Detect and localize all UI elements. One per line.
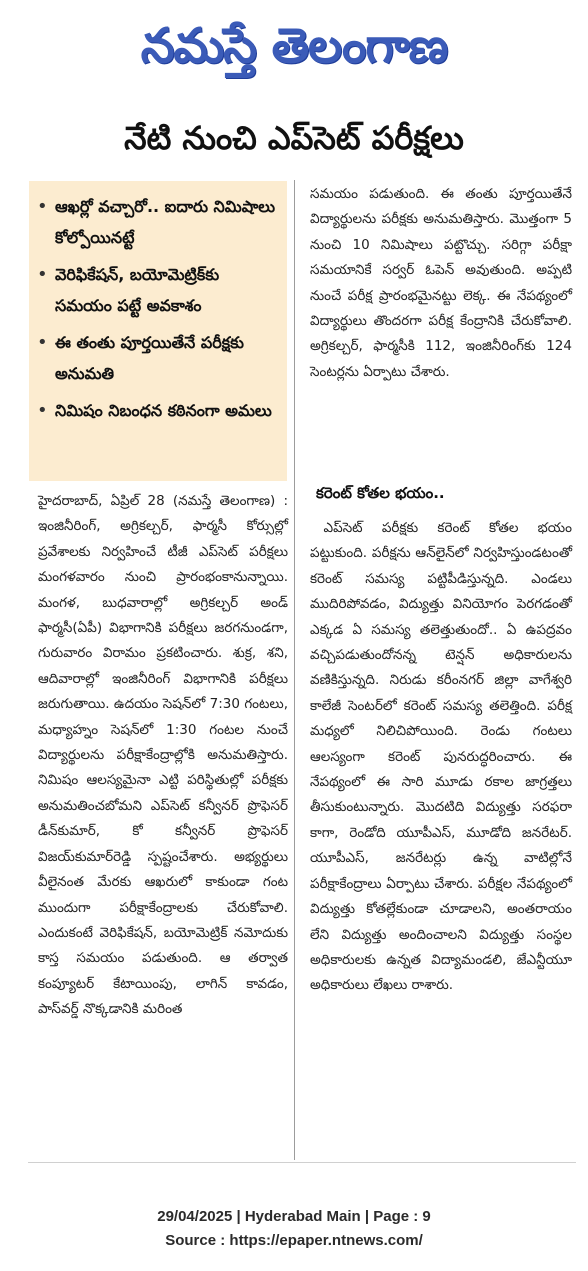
article-body-right: ఎప్‌సెట్ పరీక్షకు కరెంట్ కోతల భయం పట్టుకుంది. పరీక్షను ఆన్‌లైన్‌లో నిర్వహిస్తుండటంతో కరెంట్ సమస్య పట్టిపీడిస్తున్నది. ఎండలు ముదిరిపోవడం, విద్యుత్తు వినియోగం పెరగడంతో ఎక్కడ ఏ సమస్య తలెత్తుతుందో.. ఏ ఉపద్రవం వచ్చిపడుతుందోనన్న టెన్షన్ అధికారులను వణికిస్తున్నది. నిరుడు కరీంనగర్ జిల్లా వాగేశ్వరి కాలేజీ సెంటర్‌లో కరెంట్ సమస్య తలెత్తింది. పరీక్ష మధ్యలో నిలిచిపోయింది. రెండు గంటలు ఆలస్యంగా కరెంట్ పునరుద్ధరించారు. ఈ నేపథ్యంలో ఈ సారి మూడు రకాల జాగ్రత్తలు తీసుకుంటున్నారు. మొదటిది విద్యుత్తు సరఫరా కాగా, రెండోది యూపీఎస్, మూడోది జనరేటర్. యూపీఎస్, జనరేటర్లు ఉన్న వాటిల్లోనే పరీక్షాకేంద్రాలు ఏర్పాటు చేశారు. పరీక్షల నేపథ్యంలో విద్యుత్తు కోతల్లేకుండా చూడాలని, అంతరాయం లేని విద్యుత్తు అందించాలని విద్యుత్తు సంస్థల అధికారులకు ఉన్నత విద్యామండలి, జేఎన్టీయూ అధికారులు లేఖలు రాశారు. xyxy=(310,520,572,994)
bullet-icon: • xyxy=(37,264,48,285)
highlights-box xyxy=(29,181,287,481)
highlight-item xyxy=(37,259,281,321)
article-body-right-continued: సమయం పడుతుంది. ఈ తంతు పూర్తయితేనే విద్యార్థులను పరీక్షకు అనుమతిస్తారు. మొత్తంగా 5 నుంచి 10 నిమిషాలు పట్టొచ్చు. సరిగ్గా పరీక్షా సమయానికే సర్వర్ ఓపెన్ అవుతుంది. అప్పటి నుంచే పరీక్ష ప్రారంభమైనట్టు లెక్క. ఈ నేపథ్యంలో విద్యార్థులు తొందరగా పరీక్ష కేంద్రానికి చేరుకోవాలి. అగ్రికల్చర్, ఫార్మసీకి 112, ఇంజినీరింగ్‌కు 124 సెంటర్లను ఏర్పాటు చేశారు. xyxy=(310,186,572,380)
publication-info: 29/04/2025 | Hyderabad Main | Page : 9 xyxy=(157,1208,431,1225)
masthead-title: నమస్తే తెలంగాణ xyxy=(140,18,448,74)
highlight-text: ఆఖర్లో వచ్చారో.. ఐదారు నిమిషాలు కోల్పోయినట్టే xyxy=(55,197,276,247)
highlight-text: నిమిషం నిబంధన కఠినంగా అమలు xyxy=(55,401,272,420)
article-headline: నేటి నుంచి ఎప్‌సెట్ పరీక్షలు xyxy=(124,119,464,157)
masthead-logo xyxy=(20,6,568,86)
bullet-icon: • xyxy=(37,196,48,217)
column-divider xyxy=(294,180,295,1160)
bullet-icon: • xyxy=(37,332,48,353)
source-link[interactable]: Source : https://epaper.ntnews.com/ xyxy=(165,1232,423,1249)
highlight-item xyxy=(37,191,281,253)
article-body-left: హైదరాబాద్, ఏప్రిల్ 28 (నమస్తే తెలంగాణ) : ఇంజినీరింగ్, అగ్రికల్చర్, ఫార్మసీ కోర్సుల్లో ప్రవేశాలకు నిర్వహించే టీజీ ఎప్‌సెట్ పరీక్షలు మంగళవారం నుంచి ప్రారంభంకానున్నాయి. మంగళ, బుధవారాల్లో అగ్రికల్చర్ అండ్ ఫార్మసీ(ఏపీ) విభాగానికి పరీక్షలు జరగనుండగా, గురువారం విరామం ప్రకటించారు. శుక్ర, శని, ఆదివారాల్లో ఇంజినీరింగ్ విభాగానికి పరీక్షలు జరుగుతాయి. ఉదయం సెషన్‌లో 7:30 గంటలు, మధ్యాహ్నం సెషన్‌లో 1:30 గంటల నుంచే విద్యార్థులను పరీక్షాకేంద్రాల్లోకి అనుమతిస్తారు. నిమిషం ఆలస్యమైనా ఎట్టి పరిస్థితుల్లో పరీక్షకు అనుమతించబోమని ఎప్‌సెట్ కన్వీనర్ ప్రొఫెసర్ డీన్‌కుమార్, కో కన్వీనర్ ప్రొఫెసర్ విజయ్‌కుమార్‌రెడ్డి స్పష్టంచేశారు. అభ్యర్థులు వీలైనంత మేరకు ఆఖరులో కాకుండా గంట ముందుగా పరీక్షాకేంద్రాలకు చేరుకోవాలి. ఎందుకంటే వెరిఫికేషన్, బయోమెట్రిక్ నమోదుకు కాస్త సమయం పడుతుంది. ఆ తర్వాత కంప్యూటర్ కేటాయింపు, లాగిన్ కావడం, పాస్‌వర్డ్ నొక్కడానికి మరింత xyxy=(38,493,288,1018)
highlight-item xyxy=(37,395,281,426)
highlight-text: ఈ తంతు పూర్తయితేనే పరీక్షకు అనుమతి xyxy=(55,333,244,383)
highlight-text: వెరిఫికేషన్, బయోమెట్రిక్‌కు సమయం పట్టే అవకాశం xyxy=(55,265,220,315)
highlight-item xyxy=(37,327,281,389)
article-subheading: కరెంట్ కోతల భయం.. xyxy=(316,484,445,502)
bullet-icon: • xyxy=(37,400,48,421)
footer-divider xyxy=(28,1162,576,1163)
